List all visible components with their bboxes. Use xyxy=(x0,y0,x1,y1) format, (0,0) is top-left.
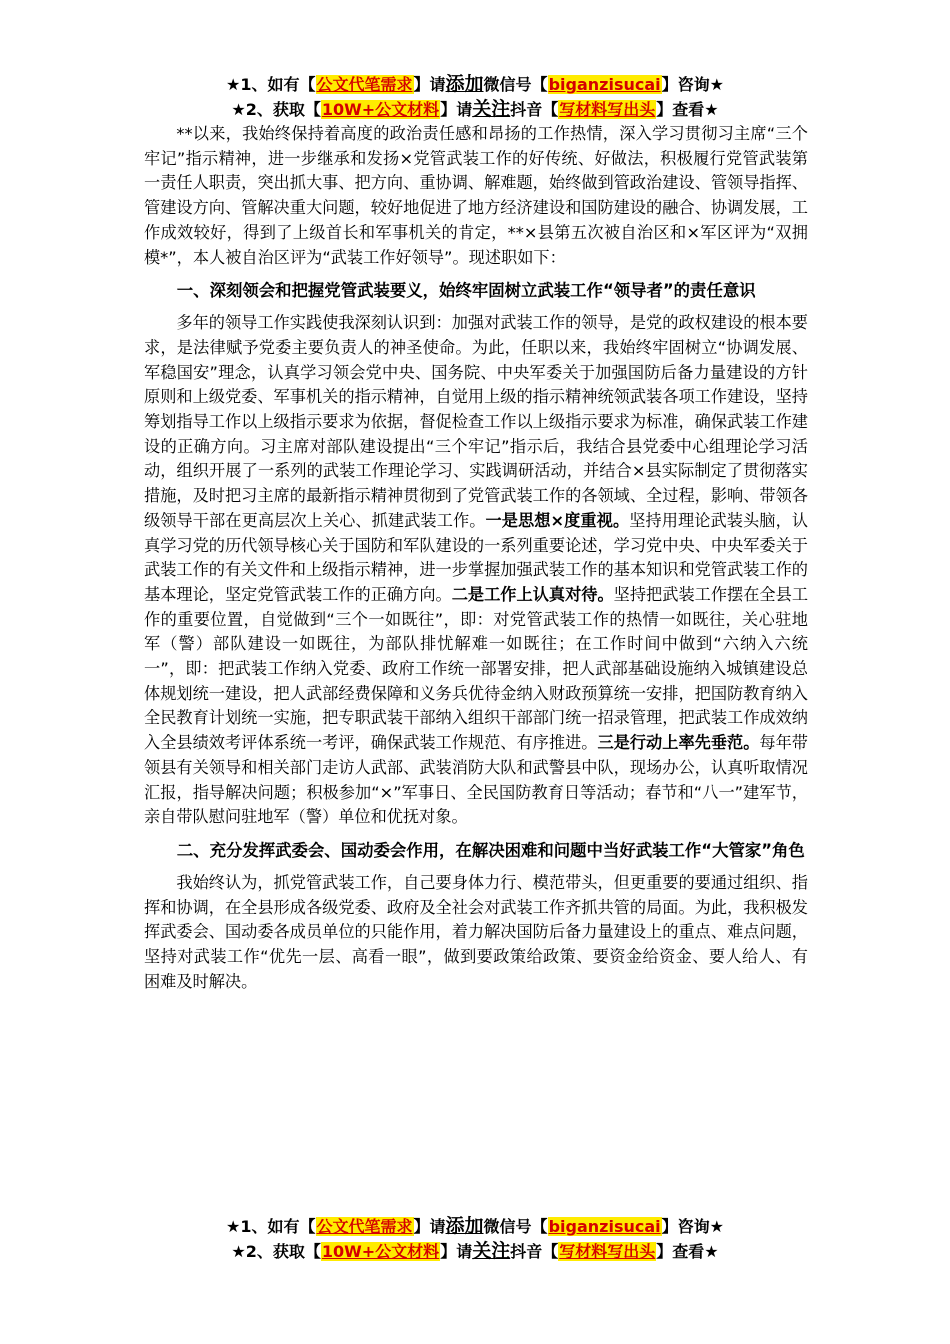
document-body xyxy=(144,122,808,995)
banner-highlight: 公文代笔需求 xyxy=(316,1217,413,1236)
banner-text: ★2、获取【 xyxy=(231,1242,321,1261)
bold-point-2: 二是工作上认真对待。 xyxy=(451,584,614,604)
banner-text: ★1、如有【 xyxy=(226,75,316,94)
top-banner xyxy=(0,72,950,122)
banner-highlight: 10W+公文材料 xyxy=(321,1242,440,1261)
banner-line-1 xyxy=(0,72,950,97)
banner-highlight: 写材料写出头 xyxy=(559,100,656,119)
paragraph-text: 多年的领导工作实践使我深刻认识到：加强对武装工作的领导，是党的政权建设的根本要求，是法律赋予党委主要负责人的神圣使命。为此，任职以来，我始终牢固树立“协调发展、军稳国安”理念，认真学习领会党中央、国务院、中央军委关于加强国防后备力量建设的方针原则和上级党委、军事机关的指示精神，自觉用上级的指示精神统领武装各项工作建设，坚持筹划指导工作以上级指示要求为依据，督促检查工作以上级指示要求为标准，确保武装工作建设的正确方向。习主席对部队建设提出“三个牢记”指示后，我结合县党委中心组理论学习活动，组织开展了一系列的武装工作理论学习、实践调研活动，并结合×县实际制定了贯彻落实措施，及时把习主席的最新指示精神贯彻到了党管武装工作的各领域、全过程，影响、带领各级领导干部在更高层次上关心、抓建武装工作。 xyxy=(144,313,808,530)
paragraph-text: 坚持用理论武装头脑，认真学习党的历代领导核心关于国防和军队建设的一系列重要论述，学习党中央、中央军委关于武装工作的有关文件和上级指示精神，进一步掌握加强武装工作的基本知识和党管武装工作的基本理论，坚定党管武装工作的正确方向。 xyxy=(144,510,809,604)
banner-highlight: 公文代笔需求 xyxy=(316,75,413,94)
banner-emphasis: 添加 xyxy=(445,1215,484,1237)
banner-highlight: 写材料写出头 xyxy=(559,1242,656,1261)
paragraph-text: 每年带领县有关领导和相关部门走访人武部、武装消防大队和武警县中队，现场办公，认真听取情况汇报，指导解决问题；积极参加“×”军事日、全民国防教育日等活动；春节和“八一”建军节，亲自带队慰问驻地军（警）单位和优抚对象。 xyxy=(144,733,808,827)
bold-point-3: 三是行动上率先垂范。 xyxy=(597,733,760,753)
banner-emphasis: 添加 xyxy=(445,73,484,95)
banner-text: 】查看★ xyxy=(656,100,719,119)
bottom-banner xyxy=(0,1214,950,1264)
banner-text: 微信号【 xyxy=(483,75,548,94)
banner-text: 抖音【 xyxy=(510,1242,559,1261)
banner-text: 】请 xyxy=(413,75,446,94)
section-1-heading: 一、深刻领会和把握党管武装要义，始终牢固树立武装工作“领导者”的责任意识 xyxy=(176,281,756,301)
intro-paragraph: **以来，我始终保持着高度的政治责任感和昂扬的工作热情，深入学习贯彻习主席“三个牢记”指示精神，进一步继承和发扬×党管武装工作的好传统、好做法，积极履行党管武装第一责任人职责，突出抓大事、把方向、重协调、解难题，始终做到管政治建设、管领导指挥、管建设方向、管解决重大问题，较好地促进了地方经济建设和国防建设的融合、协调发展，工作成效较好，得到了上级首长和军事机关的肯定，**×县第五次被自治区和×军区评为“双拥模*”，本人被自治区评为“武装工作好领导”。现述职如下： xyxy=(144,124,808,267)
banner-text: 】咨询★ xyxy=(661,75,724,94)
section-2-heading: 二、充分发挥武委会、国动委会作用，在解决困难和问题中当好武装工作“大管家”角色 xyxy=(176,840,805,860)
banner-emphasis: 关注 xyxy=(472,98,511,120)
banner-text: ★2、获取【 xyxy=(231,100,321,119)
banner-text: 微信号【 xyxy=(483,1217,548,1236)
bold-point-1: 一是思想×度重视。 xyxy=(485,510,630,530)
banner-line-2 xyxy=(0,97,950,122)
section-2-paragraph: 我始终认为，抓党管武装工作，自己要身体力行、模范带头，但更重要的要通过组织、指挥和协调，在全县形成各级党委、政府及全社会对武装工作齐抓共管的局面。为此，我积极发挥武委会、国动委各成员单位的只能作用，着力解决国防后备力量建设上的重点、难点问题，坚持对武装工作“优先一层、高看一眼”，做到要政策给政策、要资金给资金、要人给人、有困难及时解决。 xyxy=(144,872,808,991)
banner-text: 】查看★ xyxy=(656,1242,719,1261)
banner-highlight: 10W+公文材料 xyxy=(321,100,440,119)
banner-line-2 xyxy=(0,1239,950,1264)
banner-highlight: biganzisucai xyxy=(548,75,661,94)
banner-highlight: biganzisucai xyxy=(548,1217,661,1236)
paragraph-text: 坚持把武装工作摆在全县工作的重要位置，自觉做到“三个一如既往”，即：对党管武装工作的热情一如既往，关心驻地军（警）部队建设一如既往，为部队排忧解难一如既往；在工作时间中做到“六纳入六统一”，即：把武装工作纳入党委、政府工作统一部署安排，把人武部基础设施纳入城镇建设总体规划统一建设，把人武部经费保障和义务兵优待金纳入财政预算统一安排，把国防教育纳入全民教育计划统一实施，把专职武装干部纳入组织干部部门统一招录管理，把武装工作成效纳入全县绩效考评体系统一考评，确保武装工作规范、有序推进。 xyxy=(144,584,809,753)
banner-line-1 xyxy=(0,1214,950,1239)
banner-text: 】咨询★ xyxy=(661,1217,724,1236)
banner-text: 】请 xyxy=(413,1217,446,1236)
banner-text: 】请 xyxy=(440,1242,473,1261)
banner-text: 】请 xyxy=(440,100,473,119)
banner-text: 抖音【 xyxy=(510,100,559,119)
banner-text: ★1、如有【 xyxy=(226,1217,316,1236)
section-1-paragraph xyxy=(144,311,808,830)
banner-emphasis: 关注 xyxy=(472,1240,511,1262)
